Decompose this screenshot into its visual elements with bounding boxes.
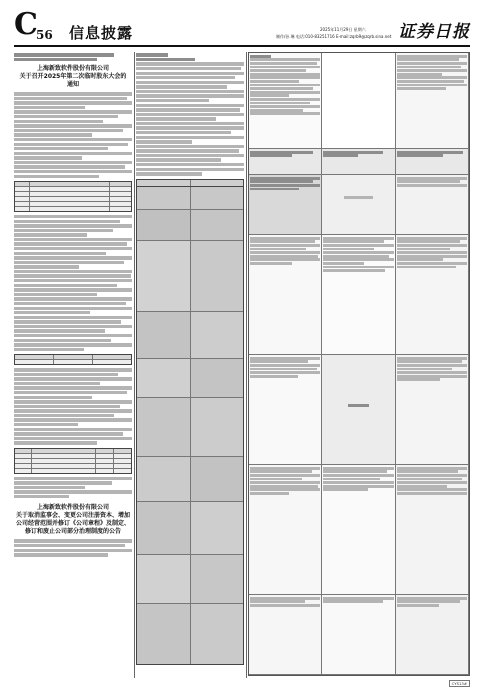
amendment-table bbox=[136, 187, 244, 665]
small-table bbox=[14, 354, 132, 365]
notice1-title-line2: 关于召开2025年第二次临时股东大会的 bbox=[19, 73, 127, 81]
page-code-tag: CYS13# bbox=[449, 680, 470, 687]
contact-line: 制作/孙 琳 电话:010-83251716 E-mail:zqrb9@zqrb.sina.net bbox=[276, 34, 392, 39]
notice2-title-line3: 公司经营范围并修订《公司章程》及制定、 bbox=[15, 520, 130, 528]
date-line: 2025年11月29日 星期六 bbox=[320, 27, 366, 32]
amendment-table-head bbox=[136, 179, 244, 187]
notice2-company: 上海新致软件股份有限公司 bbox=[36, 504, 109, 512]
amendment-grid bbox=[248, 52, 470, 676]
section-title: 信息披露 bbox=[69, 24, 134, 42]
column-middle bbox=[136, 52, 244, 678]
page-number: 56 bbox=[36, 28, 53, 42]
notice2-title bbox=[14, 504, 132, 536]
notice2-title-line4: 修订和废止公司部分治理制度的公告 bbox=[24, 528, 121, 536]
masthead-rule bbox=[14, 45, 470, 47]
column-right bbox=[248, 52, 470, 678]
column-divider bbox=[134, 52, 135, 678]
column-left bbox=[14, 52, 132, 678]
column-divider bbox=[246, 52, 247, 678]
notice1-title-line3: 通知 bbox=[66, 81, 79, 89]
notice1-title bbox=[14, 65, 132, 89]
notice1-company: 上海新致软件股份有限公司 bbox=[36, 65, 109, 73]
notice2-title-line2: 关于取消监事会、变更公司注册资本、增加 bbox=[15, 512, 130, 520]
vote-table bbox=[14, 448, 132, 474]
page-letter: C bbox=[14, 7, 38, 42]
resolution-table bbox=[14, 181, 132, 212]
newspaper-logo: 证券日报 bbox=[398, 22, 470, 42]
